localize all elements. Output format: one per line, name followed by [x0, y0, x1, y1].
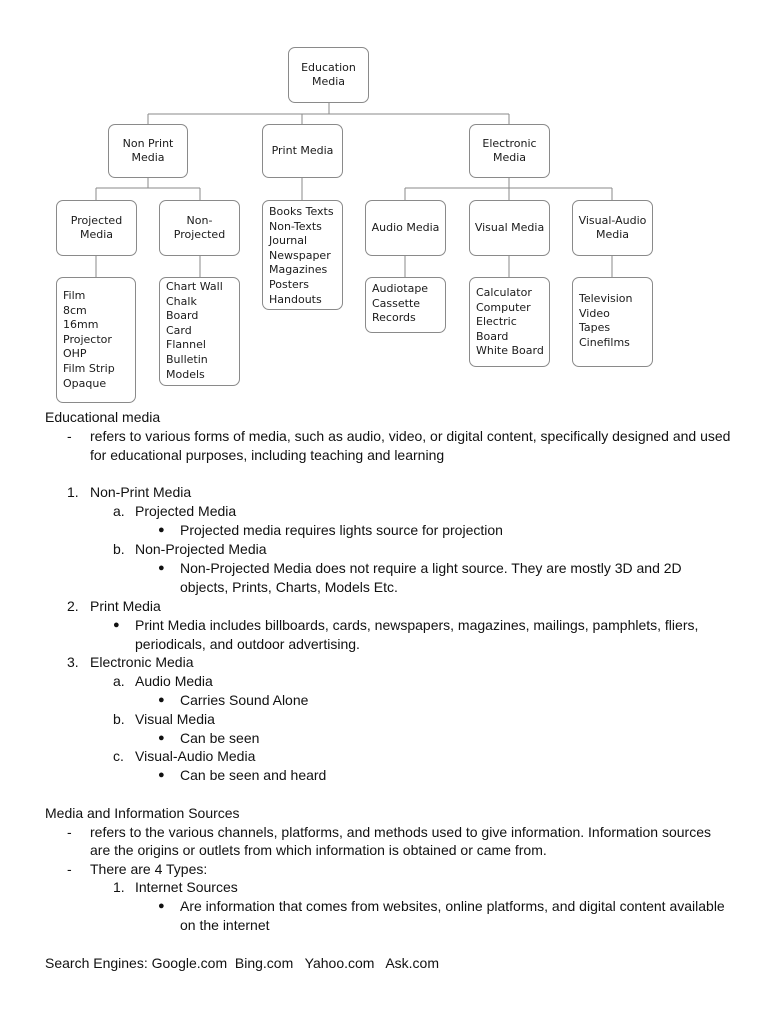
search-engines-line: Search Engines: Google.com Bing.com Yahoo.com Ask.com: [45, 955, 440, 971]
node-label: Non Print Media: [122, 137, 174, 164]
list-item: Magazines: [269, 263, 328, 277]
bullet-text: Are information that comes from websites, online platforms, and digital content available: [180, 898, 725, 914]
node-label: Visual-Audio Media: [578, 214, 647, 241]
list-item: Cinefilms: [579, 335, 630, 349]
node-visual-media: [469, 200, 550, 256]
list-letter: b.: [113, 541, 125, 557]
bullet-marker: ●: [158, 524, 165, 536]
bullet-text: Non-Projected Media does not require a light source. They are mostly 3D and 2D: [180, 560, 682, 576]
node-projected-media: [56, 200, 137, 256]
education-media-diagram: [0, 0, 768, 405]
list-item: Computer: [476, 300, 531, 314]
list-number: 3.: [67, 654, 79, 670]
node-label: Education Media: [301, 61, 356, 88]
list-item: Newspaper: [269, 248, 331, 262]
bullet-text: Print Media includes billboards, cards, newspapers, magazines, mailings, pamphlets, fliers,: [135, 617, 699, 633]
bullet-text: Can be seen and heard: [180, 767, 327, 783]
projected-media-list: [56, 277, 136, 403]
list-item: White Board: [476, 344, 544, 358]
list-item: Television: [579, 292, 633, 305]
node-label: Print Media: [271, 144, 334, 157]
list-item: Tapes: [579, 321, 611, 335]
bullet-marker: ●: [158, 732, 165, 744]
definition-text: for educational purposes, including teaching and learning: [90, 447, 445, 463]
list-item: 16mm: [63, 318, 99, 332]
node-education-media: [288, 47, 369, 103]
list-item: Cassette: [372, 296, 421, 310]
dash-marker: -: [67, 861, 72, 877]
list-item: Posters: [269, 277, 310, 291]
list-item: Video: [579, 306, 610, 320]
node-label: Electronic Media: [482, 137, 537, 164]
list-letter: a.: [113, 673, 125, 689]
list-letter: c.: [113, 748, 124, 764]
list-item: Film Strip: [63, 361, 115, 375]
bullet-text: Carries Sound Alone: [180, 692, 309, 708]
list-item: Records: [372, 311, 416, 325]
dash-marker: -: [67, 428, 72, 444]
bullet-marker: ●: [113, 619, 120, 631]
print-media-list: [262, 200, 343, 310]
node-label: Audio Media: [371, 221, 440, 234]
bullet-text: on the internet: [180, 917, 270, 933]
list-item: Opaque: [63, 376, 107, 390]
list-item: Books Texts: [269, 205, 334, 218]
list-item: OHP: [63, 347, 87, 361]
list-item: Non-Texts: [269, 219, 322, 233]
list-item: Calculator: [476, 286, 532, 299]
node-label: Non- Projected: [173, 214, 226, 241]
node-non-print-media: [108, 124, 188, 178]
bullet-marker: ●: [158, 900, 165, 912]
list-item: Audio Media: [135, 673, 213, 689]
audio-media-list: [365, 277, 446, 333]
node-non-projected: [159, 200, 240, 256]
list-item: Handouts: [269, 292, 322, 306]
list-item: Internet Sources: [135, 879, 238, 895]
list-item: Audiotape: [372, 282, 429, 295]
list-item: Film: [63, 289, 86, 302]
definition-text: refers to the various channels, platforms, and methods used to give information. Information sources: [90, 824, 711, 840]
list-item: There are 4 Types:: [90, 861, 208, 877]
list-item: 8cm: [63, 303, 87, 317]
list-item: Electric: [476, 315, 517, 329]
node-electronic-media: [469, 124, 550, 178]
list-item: Non-Print Media: [90, 484, 192, 500]
bullet-text: periodicals, and outdoor advertising.: [135, 636, 360, 652]
list-number: 1.: [113, 879, 125, 895]
list-letter: b.: [113, 711, 125, 727]
non-projected-list: [159, 277, 240, 386]
bullet-marker: ●: [158, 562, 165, 574]
definition-text: are the origins or outlets from which information is obtained or came from.: [90, 842, 547, 858]
list-item: Chart Wall: [166, 280, 223, 293]
list-item: Projector: [63, 332, 112, 346]
list-item: Projected Media: [135, 503, 237, 519]
node-visual-audio-media: [572, 200, 653, 256]
definition-text: refers to various forms of media, such as audio, video, or digital content, specifically designed and used: [90, 428, 731, 444]
list-item: Chalk: [166, 294, 197, 308]
section-heading: Educational media: [45, 409, 161, 425]
list-item: Visual Media: [135, 711, 215, 727]
visual-media-list: [469, 277, 550, 367]
section-heading: Media and Information Sources: [45, 805, 240, 821]
list-item: Print Media: [90, 598, 161, 614]
list-letter: a.: [113, 503, 125, 519]
list-item: Card: [166, 323, 192, 337]
list-item: Bulletin: [166, 352, 208, 366]
node-print-media: [262, 124, 343, 178]
list-item: Board: [166, 309, 199, 323]
list-item: Non-Projected Media: [135, 541, 267, 557]
list-number: 2.: [67, 598, 79, 614]
list-item: Electronic Media: [90, 654, 194, 670]
list-item: Journal: [269, 234, 308, 248]
bullet-text: Can be seen: [180, 730, 260, 746]
bullet-text: Projected media requires lights source for projection: [180, 522, 503, 538]
bullet-marker: ●: [158, 694, 165, 706]
list-item: Flannel: [166, 338, 206, 352]
list-item: Models: [166, 367, 205, 381]
list-item: Visual-Audio Media: [135, 748, 256, 764]
dash-marker: -: [67, 824, 72, 840]
node-label: Projected Media: [70, 214, 123, 241]
visual-audio-media-list: [572, 277, 653, 367]
list-number: 1.: [67, 484, 79, 500]
node-label: Visual Media: [474, 221, 545, 234]
bullet-text: objects, Prints, Charts, Models Etc.: [180, 579, 398, 595]
node-audio-media: [365, 200, 446, 256]
bullet-marker: ●: [158, 769, 165, 781]
list-item: Board: [476, 329, 509, 343]
